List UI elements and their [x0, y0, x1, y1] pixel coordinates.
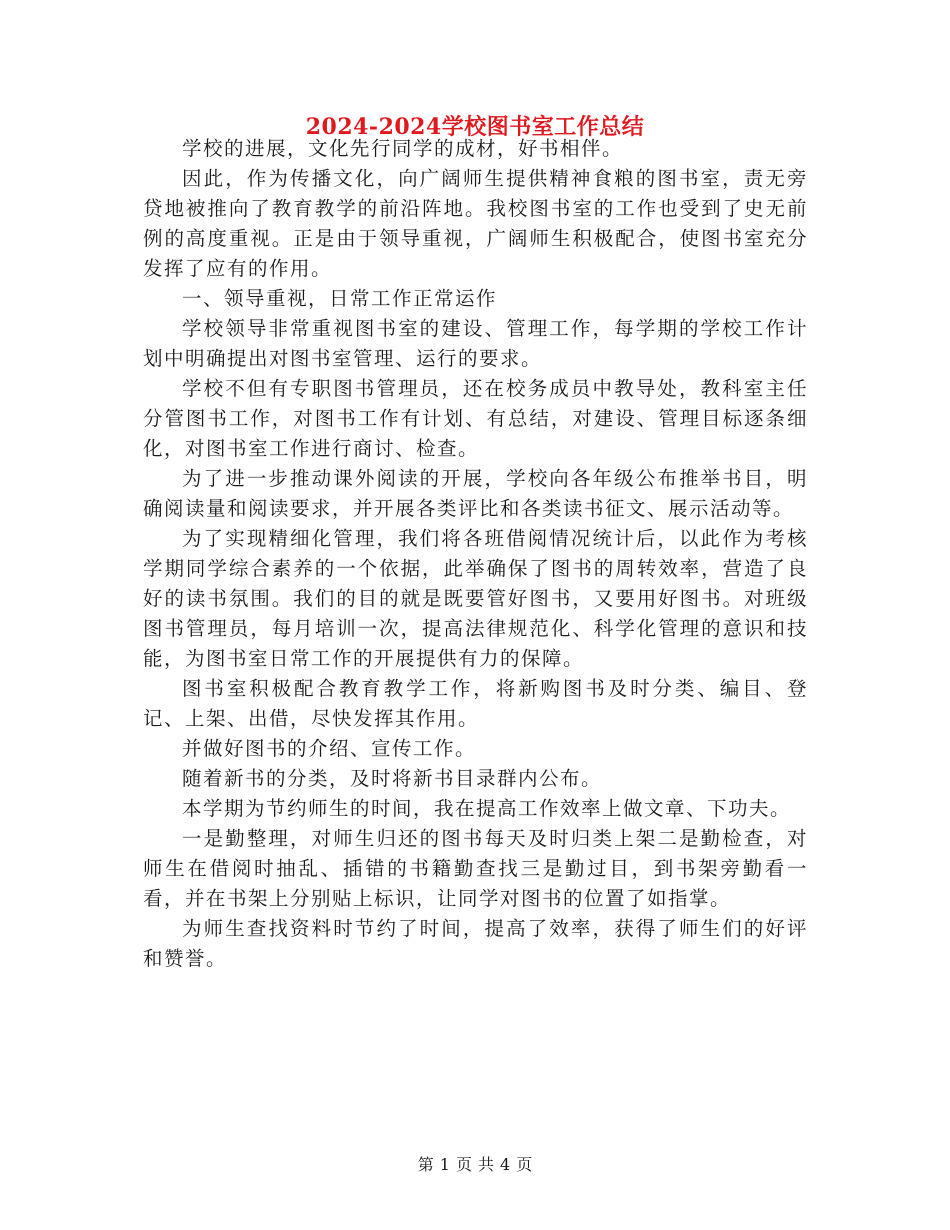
document-body	[143, 134, 808, 974]
page-footer	[0, 1153, 950, 1177]
paragraph: 为师生查找资料时节约了时间，提高了效率，获得了师生们的好评和赞誉。	[143, 917, 808, 970]
paragraph: 因此，作为传播文化，向广阔师生提供精神食粮的图书室，责无旁贷地被推向了教育教学的前沿阵地。我校图书室的工作也受到了史无前例的高度重视。正是由于领导重视，广阔师生积极配合，使图书室充分发挥了应有的作用。	[143, 167, 808, 280]
footer-current-page: 1	[439, 1155, 450, 1174]
paragraph: 学校不但有专职图书管理员，还在校务成员中教导处，教科室主任分管图书工作，对图书工作有计划、有总结，对建设、管理目标逐条细化，对图书室工作进行商讨、检查。	[143, 377, 808, 460]
footer-total-pages: 4	[500, 1155, 511, 1174]
footer-total-prefix: 共	[478, 1155, 495, 1174]
footer-page-word: 页	[455, 1155, 472, 1174]
paragraph: 为了进一步推动课外阅读的开展，学校向各年级公布推举书目，明确阅读量和阅读要求，并开展各类评比和各类读书征文、展示活动等。	[143, 467, 808, 520]
footer-suffix: 页	[516, 1155, 533, 1174]
section-heading: 一、领导重视，日常工作正常运作	[182, 287, 498, 310]
footer-prefix: 第	[417, 1155, 434, 1174]
paragraph: 并做好图书的介绍、宣传工作。	[182, 737, 477, 760]
paragraph: 一是勤整理，对师生归还的图书每天及时归类上架二是勤检查，对师生在借阅时抽乱、插错的书籍勤查找三是勤过目，到书架旁勤看一看，并在书架上分别贴上标识，让同学对图书的位置了如指掌。	[143, 827, 808, 910]
paragraph: 随着新书的分类，及时将新书目录群内公布。	[182, 767, 603, 790]
paragraph: 学校领导非常重视图书室的建设、管理工作，每学期的学校工作计划中明确提出对图书室管理、运行的要求。	[143, 317, 808, 370]
paragraph: 学校的进展，文化先行同学的成材，好书相伴。	[182, 137, 624, 160]
paragraph: 为了实现精细化管理，我们将各班借阅情况统计后，以此作为考核学期同学综合素养的一个依据，此举确保了图书的周转效率，营造了良好的读书氛围。我们的目的就是既要管好图书，又要用好图书。对班级图书管理员，每月培训一次，提高法律规范化、科学化管理的意识和技能，为图书室日常工作的开展提供有力的保障。	[143, 527, 808, 670]
document-title: 2024-2024学校图书室工作总结	[305, 114, 645, 140]
paragraph: 本学期为节约师生的时间，我在提高工作效率上做文章、下功夫。	[182, 797, 792, 820]
paragraph: 图书室积极配合教育教学工作，将新购图书及时分类、编目、登记、上架、出借，尽快发挥其作用。	[143, 677, 808, 730]
